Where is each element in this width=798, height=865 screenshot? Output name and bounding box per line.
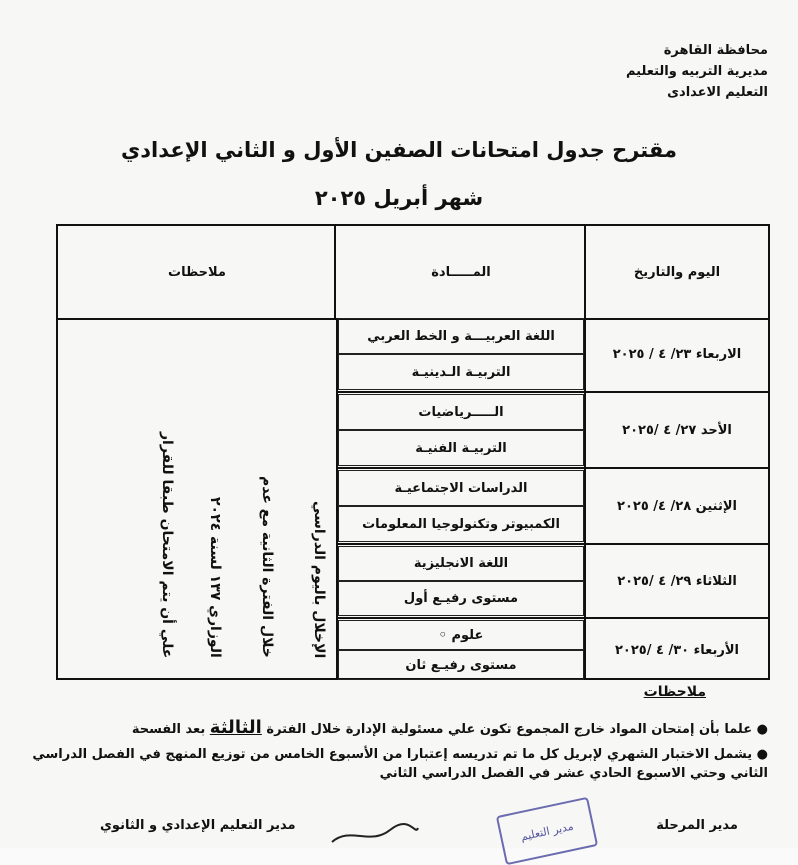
table-row xyxy=(338,394,768,466)
row-date: الثلاثاء ٢٩/ ٤ /٢٠٢٥ xyxy=(617,573,737,589)
row-divider xyxy=(338,391,768,393)
row-subject: مستوى رفيـع ثان xyxy=(338,650,584,680)
table-body xyxy=(58,318,768,678)
row-date: الإثنين ٢٨/ ٤/ ٢٠٢٥ xyxy=(617,498,737,514)
row-date: الاربعاء ٢٣/ ٤ / ٢٠٢٥ xyxy=(612,346,742,362)
row-subject: الـــــرياضيات xyxy=(338,394,584,430)
row-subject: الكمبيوتر وتكنولوجيا المعلومات xyxy=(338,506,584,542)
emphasis-text: الثالثة xyxy=(209,717,262,738)
row-date: الأحد ٢٧/ ٤ /٢٠٢٥ xyxy=(622,422,732,438)
department: التعليم الاعدادى xyxy=(667,85,768,100)
note-text: علما بأن إمتحان المواد خارج المجموع تكون علي مسئولية الإدارة خلال الفترة xyxy=(266,722,753,737)
signature-left-title: مدير التعليم الإعدادي و الثانوي xyxy=(100,818,296,833)
row-date: الأربعاء ٣٠/ ٤ /٢٠٢٥ xyxy=(614,642,740,658)
row-subject: التربيـة الـدينيـة xyxy=(338,354,584,390)
table-row xyxy=(338,470,768,542)
page-subtitle: شهر أبريل ٢٠٢٥ xyxy=(314,186,484,210)
row-divider xyxy=(338,617,768,619)
row-divider xyxy=(338,467,768,469)
notes-heading: ملاحظات xyxy=(643,684,706,700)
note-bullet: ● علما بأن إمتحان المواد خارج المجموع تكون علي مسئولية الإدارة خلال الفترة الثالثة بعد الفسحة xyxy=(131,717,768,738)
letterhead xyxy=(626,40,768,103)
table-row xyxy=(338,546,768,616)
note-line: الوزاري ١٣٧ لسنة ٢٠٢٤ xyxy=(207,497,223,658)
table-row xyxy=(338,620,768,680)
row-subject: علوم ◦ xyxy=(338,620,584,650)
note-line: علي أن يتم الامتحان طبقا للقرار xyxy=(159,431,175,658)
exam-schedule-table xyxy=(56,224,770,680)
table-row xyxy=(338,318,768,390)
signature-right-title: مدير المرحلة xyxy=(656,818,738,833)
note-text: يشمل الاختبار الشهري لإبريل كل ما تم تدريسه إعتبارا من الأسبوع الخامس من توزيع المنهج في الفصل الدراسي الثاني وحتي الاسبوع الحادي عشر في الفصل الدراسي الثاني xyxy=(32,747,768,781)
table-header xyxy=(58,226,768,320)
page-title: مقترح جدول امتحانات الصفين الأول و الثاني الإعدادي xyxy=(121,138,677,162)
row-subject: اللغة الانجليزية xyxy=(338,546,584,581)
signature-scribble xyxy=(330,822,420,848)
governorate: محافظة القاهرة xyxy=(663,43,768,58)
note-bullet: ● يشمل الاختبار الشهري لإبريل كل ما تم تدريسه إعتبارا من الأسبوع الخامس من توزيع المنهج في الفصل الدراسي الثاني وحتي الاسبوع الحادي عشر في الفصل الدراسي الثاني xyxy=(32,747,768,781)
row-subject: الدراسات الاجتماعيـة xyxy=(338,470,584,506)
note-line: الإخلال باليوم الدراسي xyxy=(311,500,327,658)
row-subject: مستوى رفيـع أول xyxy=(338,581,584,616)
notes-cell xyxy=(58,318,336,678)
stamp-text: مدير التعليم xyxy=(519,819,575,843)
row-divider xyxy=(338,543,768,545)
header-date: اليوم والتاريخ xyxy=(584,226,768,318)
row-subject: اللغة العربيـــة و الخط العربي xyxy=(338,318,584,354)
official-stamp xyxy=(496,797,598,865)
header-notes: ملاحظات xyxy=(168,264,226,280)
note-text: بعد الفسحة xyxy=(131,722,206,737)
note-line: خلال الفترة الثانية مع عدم xyxy=(259,476,275,658)
directorate: مديرية التربيه والتعليم xyxy=(625,64,768,79)
notes-list xyxy=(28,718,768,789)
row-subject: التربيـة الفنيـة xyxy=(338,430,584,466)
header-subject: المـــــادة xyxy=(334,226,586,318)
